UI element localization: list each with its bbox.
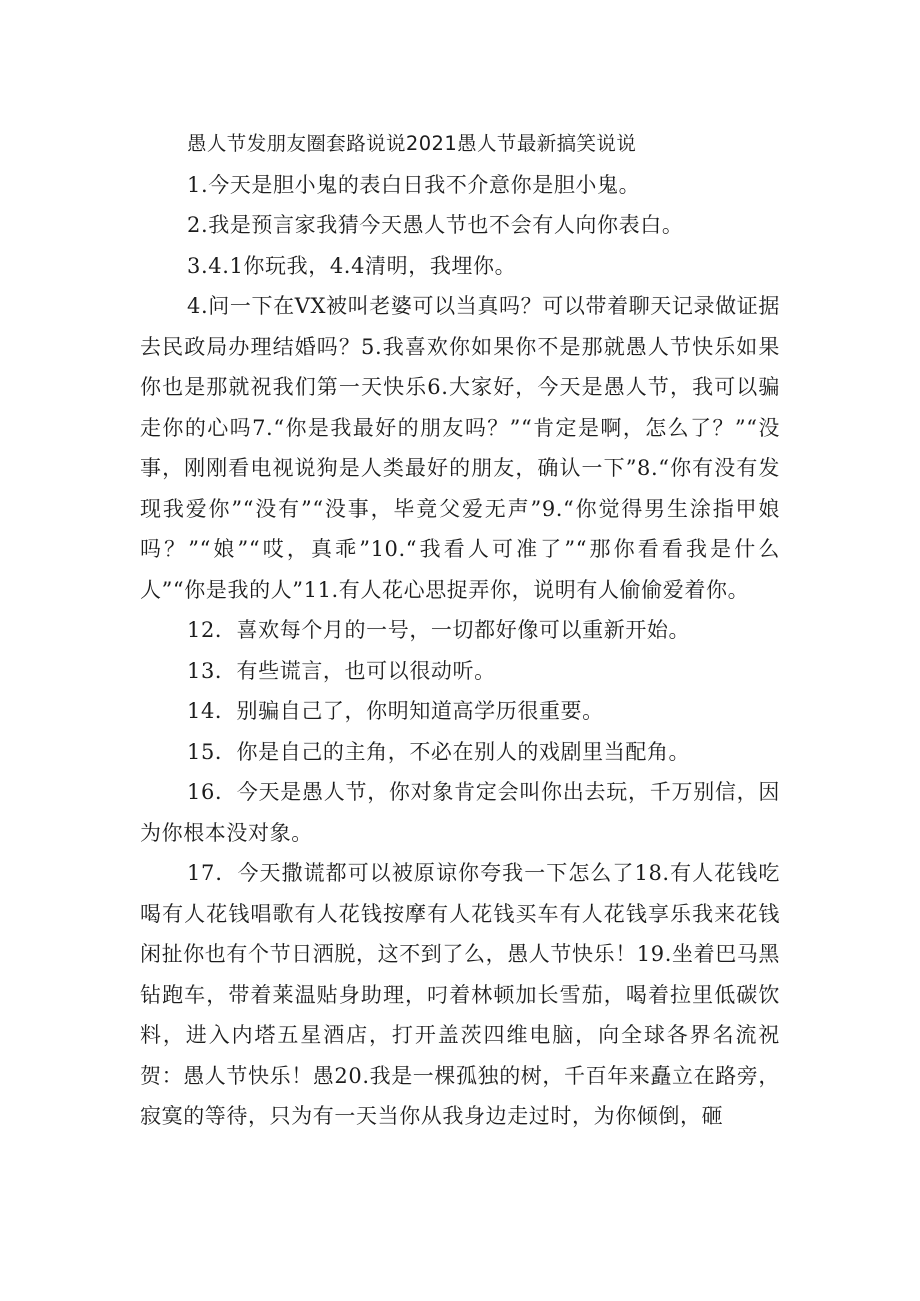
paragraph-1: 1.今天是胆小鬼的表白日我不介意你是胆小鬼。 bbox=[187, 172, 641, 197]
document-body bbox=[140, 124, 780, 1137]
paragraph-4-to-11: 4.问一下在VX被叫老婆可以当真吗？可以带着聊天记录做证据去民政局办理结婚吗？5.我喜欢你如果你不是那就愚人节快乐如果你也是那就祝我们第一天快乐6.大家好，今天是愚人节，我可以骗走你的心吗7.“你是我最好的朋友吗？”“肯定是啊，怎么了？”“没事，刚刚看电视说狗是人类最好的朋友，确认一下”8.“你有没有发现我爱你”“没有”“没事，毕竟父爱无声”9.“你觉得男生涂指甲娘吗？”“娘”“哎，真乖”10.“我看人可准了”“那你看看我是什么人”“你是我的人”11.有人花心思捉弄你，说明有人偷偷爱着你。 bbox=[140, 294, 780, 602]
paragraph-13: 13．有些谎言，也可以很动听。 bbox=[187, 658, 496, 683]
page-title: 愚人节发朋友圈套路说说2021愚人节最新搞笑说说 bbox=[187, 132, 637, 155]
paragraph-14: 14．别骗自己了，你明知道高学历很重要。 bbox=[187, 699, 604, 723]
paragraph-17-to-20: 17．今天撒谎都可以被原谅你夸我一下怎么了18.有人花钱吃喝有人花钱唱歌有人花钱按摩有人花钱买车有人花钱享乐我来花钱闲扯你也有个节日洒脱，这不到了么，愚人节快乐！19.坐着巴马黑钻跑车，带着莱温贴身助理，叼着林顿加长雪茄，喝着拉里低碳饮料，进入内塔五星酒店，打开盖茨四维电脑，向全球各界名流祝贺：愚人节快乐！愚20.我是一棵孤独的树，千百年来矗立在路旁，寂寞的等待，只为有一天当你从我身边走过时，为你倾倒，砸 bbox=[140, 861, 780, 1128]
paragraph-2: 2.我是预言家我猜今天愚人节也不会有人向你表白。 bbox=[187, 213, 684, 237]
paragraph-12: 12．喜欢每个月的一号，一切都好像可以重新开始。 bbox=[187, 618, 691, 642]
paragraph-15: 15．你是自己的主角，不必在别人的戏剧里当配角。 bbox=[187, 739, 691, 764]
paragraph-16: 16．今天是愚人节，你对象肯定会叫你出去玩，千万别信，因为你根本没对象。 bbox=[140, 780, 780, 845]
paragraph-3: 3.4.1你玩我，4.4清明，我埋你。 bbox=[187, 253, 517, 278]
